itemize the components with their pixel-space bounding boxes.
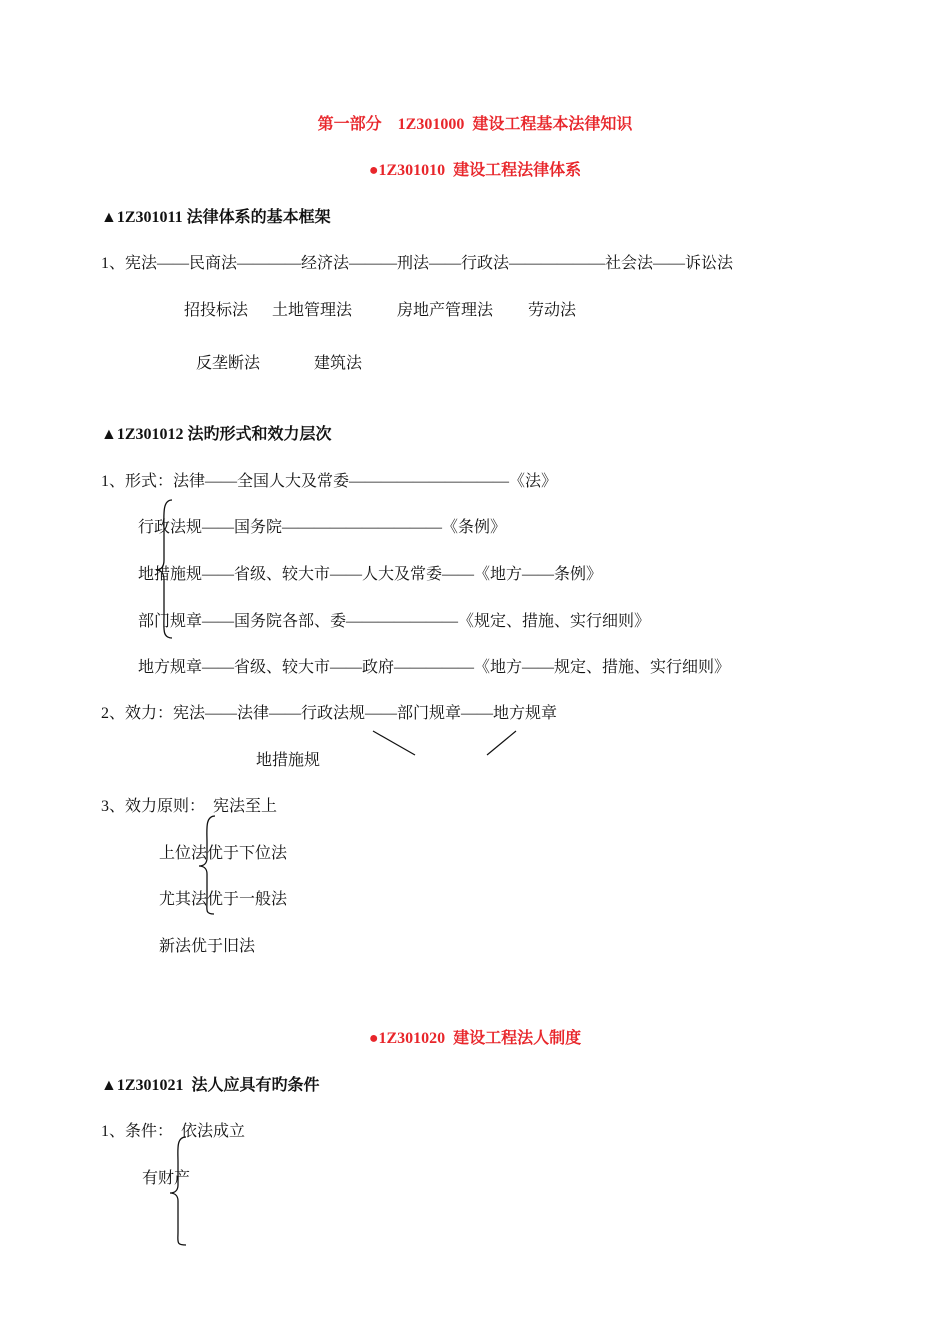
form-item: 行政法规——国务院——————————《条例》 (138, 519, 507, 536)
branch-line-left (373, 731, 415, 755)
condition-line: 1、条件： 依法成立 (101, 1123, 246, 1140)
condition-item: 有财产 (142, 1170, 191, 1187)
subsection-title-conditions: ▲1Z301021 法人应具有旳条件 (101, 1077, 320, 1094)
subsection-title-framework: ▲1Z301011 法律体系的基本框架 (101, 209, 331, 226)
law-item: 招投标法 (184, 302, 249, 319)
form-item: 部门规章——国务院各部、委———————《规定、措施、实行细则》 (138, 613, 651, 630)
law-item: 建筑法 (314, 355, 363, 372)
left-brace-conditions (170, 1137, 186, 1245)
form-line: 1、形式：法律——全国人大及常委——————————《法》 (101, 473, 558, 490)
law-item: 劳动法 (528, 302, 577, 319)
left-brace-principles (199, 816, 215, 914)
form-item: 地方规章——省级、较大市——政府—————《地方——规定、措施、实行细则》 (138, 659, 731, 676)
part-title: 第一部分 1Z301000 建设工程基本法律知识 (317, 116, 633, 133)
section-title-legal-system: ●1Z301010 建设工程法律体系 (368, 162, 582, 179)
section-title-legal-person: ●1Z301020 建设工程法人制度 (368, 1030, 582, 1047)
framework-line: 1、宪法——民商法————经济法———刑法——行政法——————社会法——诉讼法 (101, 255, 734, 272)
subsection-title-forms: ▲1Z301012 法旳形式和效力层次 (101, 426, 332, 443)
principle-item: 新法优于旧法 (159, 938, 256, 955)
left-brace-forms (156, 500, 172, 638)
law-item: 反垄断法 (196, 355, 261, 372)
principle-item: 上位法优于下位法 (159, 845, 288, 862)
law-item: 土地管理法 (272, 302, 353, 319)
principle-item: 尤其法优于一般法 (159, 891, 288, 908)
branch-line-right (487, 731, 516, 755)
form-item: 地措施规——省级、较大市——人大及常委——《地方——条例》 (138, 566, 603, 583)
effect-branch: 地措施规 (256, 752, 321, 769)
effect-line: 2、效力：宪法——法律——行政法规——部门规章——地方规章 (101, 705, 558, 722)
law-item: 房地产管理法 (397, 302, 494, 319)
principle-line: 3、效力原则： 宪法至上 (101, 798, 278, 815)
